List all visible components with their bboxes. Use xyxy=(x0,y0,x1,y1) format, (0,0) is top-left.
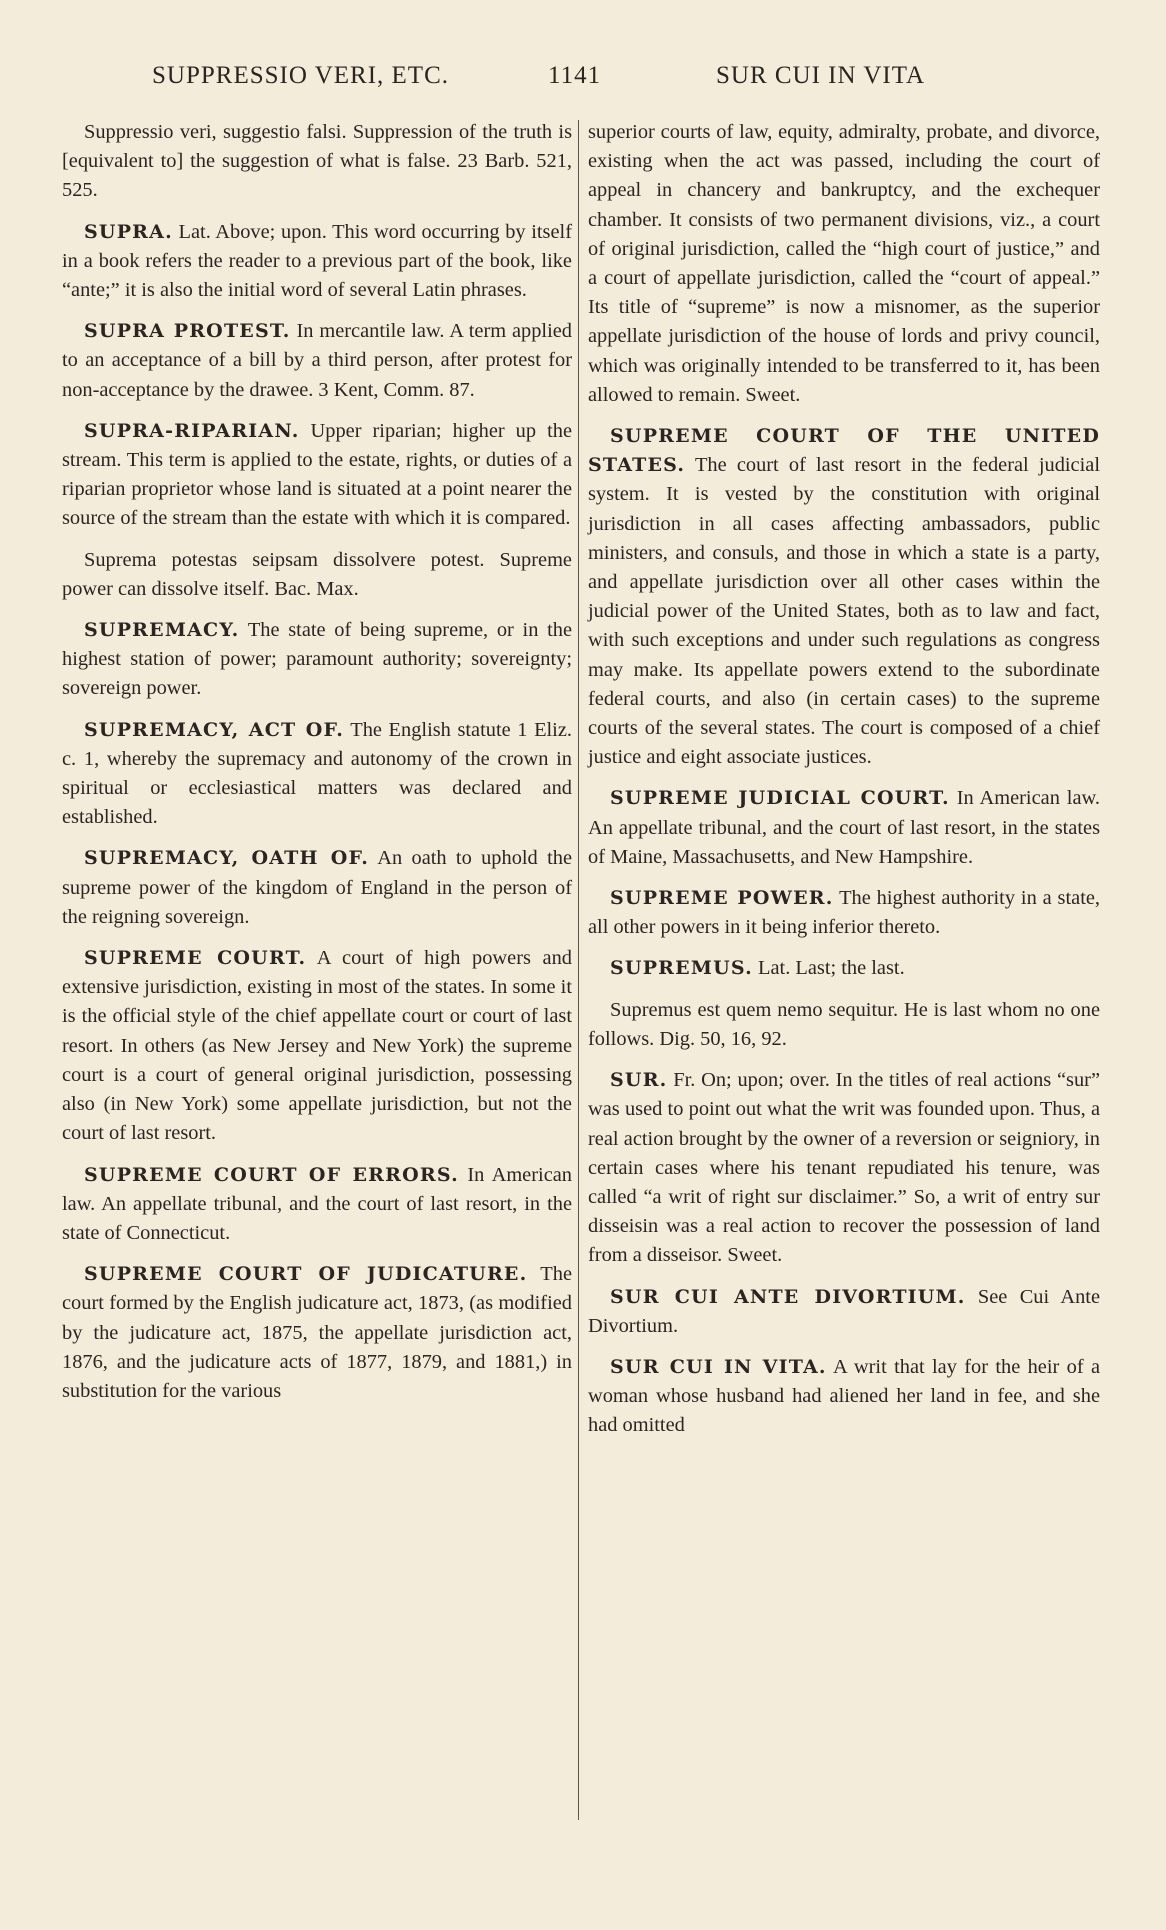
entry-definition: The court formed by the English judicature act, 1873, (as modified by the judicature act, 1875, the appellate jurisdiction act, 1876, and the judicature acts of 1877, 1879, and 1881,) in substitution for the various xyxy=(62,1263,573,1402)
header-right-running-title: SUR CUI IN VITA xyxy=(716,62,926,89)
entry-definition: A writ that lay for the heir of a woman whose husband had aliened her land in fee, and she had omitted xyxy=(588,1355,1100,1437)
entry-headword: SUPREMACY. xyxy=(84,619,240,642)
entry-definition: In mercantile law. A term applied to an acceptance of a bill by a third person, after protest for non-acceptance by the drawee. 3 Kent, Comm. 87. xyxy=(62,320,572,401)
entry-definition: Fr. On; upon; over. In the titles of real actions “sur” was used to point out what the writ was founded upon. Thus, a real action brought by the owner of a reversion or seigniory, in certain cases where his tenant repudiated his tenure, was called “a writ of right sur disclaimer.” So, a writ of entry sur disseisin was a real action to recover the possession of land from a disseisor. Sweet. xyxy=(588,1069,1100,1267)
page-header xyxy=(0,62,1166,98)
dictionary-entry xyxy=(62,118,572,206)
dictionary-entry xyxy=(588,996,1100,1054)
dictionary-entry xyxy=(62,844,572,932)
entry-headword: SUR. xyxy=(610,1069,668,1092)
entry-definition: In American law. An appellate tribunal, and the court of last resort, in the states of Maine, Massachusetts, and New Hampshire. xyxy=(588,787,1100,868)
dictionary-entry xyxy=(62,944,572,1148)
entry-definition: superior courts of law, equity, admiralty, probate, and divorce, existing when the act was passed, including the court of appeal in chancery and bankruptcy, and the exchequer chamber. It consists of two permanent divisions, viz., a court of original jurisdiction, called the “high court of justice,” and a court of appellate jurisdiction, called the “court of appeal.” Its title of “supreme” is now a misnomer, as the superior appellate jurisdiction of the house of lords and privy council, which was originally intended to be transferred to it, has been allowed to remain. Sweet. xyxy=(588,121,1100,406)
left-column xyxy=(62,118,572,1418)
entry-definition: See Cui Ante Divortium. xyxy=(588,1285,1100,1337)
entry-headword: SUPRA-RIPARIAN. xyxy=(84,419,300,442)
entry-definition: Lat. Last; the last. xyxy=(752,957,905,980)
dictionary-entry xyxy=(62,716,572,833)
entry-headword: SUPREMACY, OATH OF. xyxy=(84,847,370,870)
dictionary-entry xyxy=(588,954,1100,983)
entry-headword: SUPREME COURT OF ERRORS. xyxy=(84,1163,459,1186)
dictionary-entry xyxy=(62,1161,572,1249)
dictionary-entry xyxy=(588,118,1100,410)
right-column xyxy=(588,118,1100,1453)
entry-definition: Suppression of the truth is [equivalent to] the suggestion of what is false. 23 Barb. 521, 525. xyxy=(62,121,572,202)
entry-definition: He is last whom no one follows. Dig. 50, 16, 92. xyxy=(588,998,1100,1050)
dictionary-entry xyxy=(62,616,572,704)
entry-maxim: Supremus est quem nemo sequitur. xyxy=(610,998,899,1021)
dictionary-entry xyxy=(588,1283,1100,1341)
dictionary-entry xyxy=(62,317,572,405)
entry-definition: The state of being supreme, or in the highest station of power; paramount authority; sovereignty; sovereign power. xyxy=(62,619,572,700)
entry-headword: SUR CUI IN VITA. xyxy=(610,1355,827,1378)
dictionary-entry xyxy=(588,422,1100,772)
dictionary-entry xyxy=(588,884,1100,942)
dictionary-entry xyxy=(62,546,572,604)
entry-headword: SUPREMUS. xyxy=(610,957,753,980)
dictionary-entry xyxy=(62,417,572,534)
entry-headword: SUPREMACY, ACT OF. xyxy=(84,718,345,741)
entry-headword: SUPREME POWER. xyxy=(610,887,834,910)
dictionary-entry xyxy=(588,1066,1100,1270)
entry-maxim: Suprema potestas seipsam dissolvere potest. xyxy=(84,548,485,571)
entry-definition: The English statute 1 Eliz. c. 1, whereby the supremacy and autonomy of the crown in spiritual or ecclesiastical matters was declared and established. xyxy=(62,718,572,829)
header-left-running-title: SUPPRESSIO VERI, ETC. xyxy=(152,62,449,89)
entry-definition: A court of high powers and extensive jurisdiction, existing in most of the states. In some it is the official style of the chief appellate court or court of last resort. In others (as New Jersey and New York) the supreme court is a court of general original jurisdiction, possessing also (in New York) some appellate jurisdiction, but not the court of last resort. xyxy=(62,947,572,1145)
entry-headword: SUPREME COURT OF JUDICATURE. xyxy=(84,1263,528,1286)
dictionary-entry xyxy=(62,1260,572,1406)
entry-definition: Upper riparian; higher up the stream. This term is applied to the estate, rights, or duties of a riparian proprietor whose land is situated at a point nearer the source of the stream than the estate with which it is compared. xyxy=(62,419,572,530)
column-divider xyxy=(578,120,579,1820)
entry-maxim: Suppressio veri, suggestio falsi. xyxy=(84,121,347,143)
entry-definition: The highest authority in a state, all other powers in it being inferior thereto. xyxy=(588,887,1101,939)
entry-definition: Supreme power can dissolve itself. Bac. Max. xyxy=(62,548,572,600)
entry-definition: The court of last resort in the federal judicial system. It is vested by the constitution with original jurisdiction in all cases affecting ambassadors, public ministers, and consuls, and those in which a state is a party, and appellate jurisdiction over all other cases within the judicial power of the United States, both as to law and fact, with such exceptions and under such regulations as congress may make. Its appellate powers extend to the subordinate federal courts, and also (in certain cases) to the supreme courts of the several states. The court is composed of a chief justice and eight associate justices. xyxy=(588,454,1100,769)
entry-headword: SUPREME JUDICIAL COURT. xyxy=(610,787,950,810)
entry-definition: An oath to uphold the supreme power of the kingdom of England in the person of the reigning sovereign. xyxy=(62,847,572,928)
page-number: 1141 xyxy=(548,62,602,89)
entry-headword: SUR CUI ANTE DIVORTIUM. xyxy=(610,1285,966,1308)
entry-headword: SUPREME COURT. xyxy=(84,947,307,970)
entry-headword: SUPRA PROTEST. xyxy=(84,320,291,343)
dictionary-entry xyxy=(62,218,572,306)
dictionary-entry xyxy=(588,784,1100,872)
dictionary-entry xyxy=(588,1353,1100,1441)
entry-headword: SUPREME COURT OF THE UNITED STATES. xyxy=(588,425,1100,477)
entry-headword: SUPRA. xyxy=(84,220,173,243)
entry-definition: Lat. Above; upon. This word occurring by itself in a book refers the reader to a previous part of the book, like “ante;” it is also the initial word of several Latin phrases. xyxy=(62,220,572,302)
entry-definition: In American law. An appellate tribunal, and the court of last resort, in the state of Connecticut. xyxy=(62,1163,572,1244)
